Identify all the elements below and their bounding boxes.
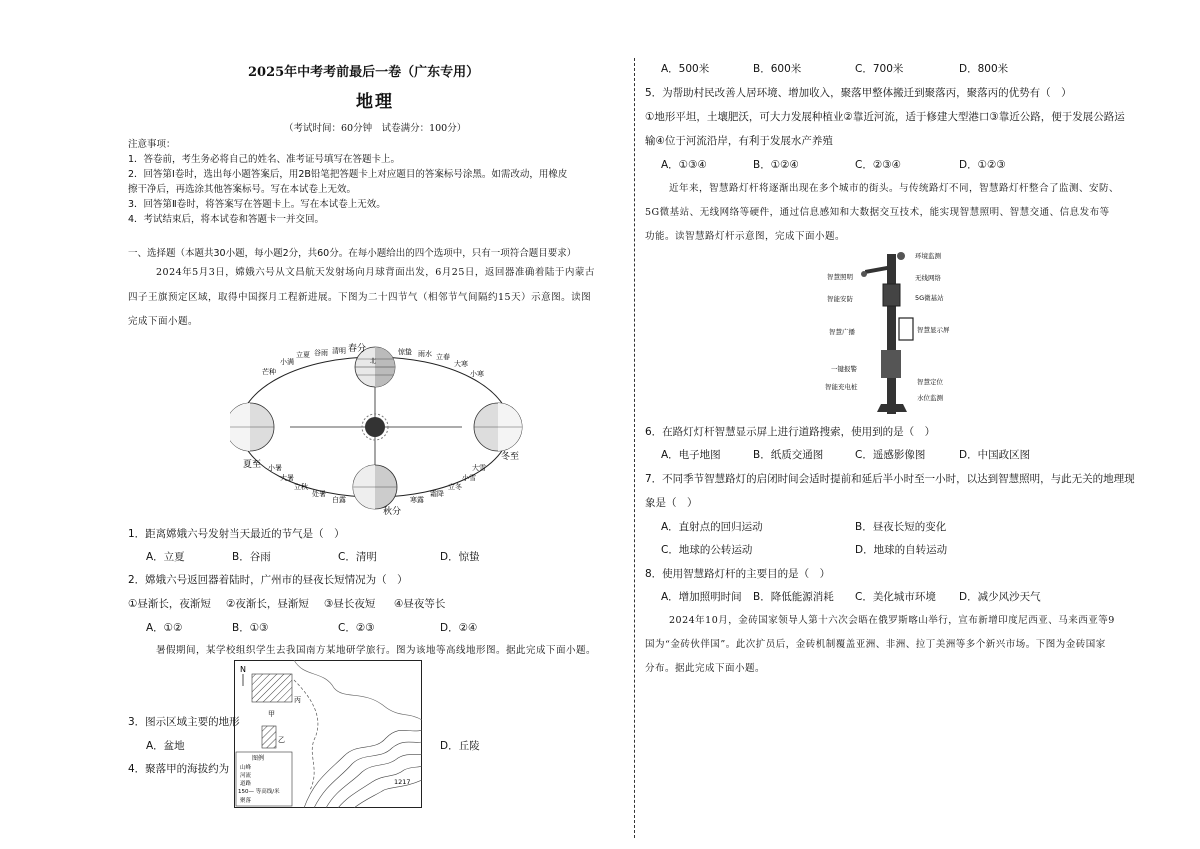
term-label: 霜降 [430, 490, 444, 498]
settlement-label: 甲 [268, 710, 275, 718]
option-a[interactable]: A．盆地 [146, 740, 185, 752]
lamp-icon [861, 271, 867, 277]
legend-item: 聚落 [240, 798, 252, 804]
globe-summer [230, 403, 274, 451]
option-d[interactable]: D．800米 [959, 63, 1009, 75]
globe-north-label: 北 [370, 358, 377, 365]
term-label: 小雪 [462, 474, 476, 482]
term-label: 芒种 [262, 368, 276, 376]
question-stem-cont: 象是（ ） [645, 497, 698, 509]
lamp-label: 一键报警 [831, 365, 857, 373]
legend-item: 河流 [240, 773, 252, 779]
legend-item: 道路 [240, 781, 252, 787]
lamp-label: 智能充电桩 [825, 383, 858, 391]
right-column [645, 0, 1155, 849]
term-label: 寒露 [410, 496, 424, 504]
settlement-label: 乙 [278, 736, 285, 744]
passage-line: 2024年10月，金砖国家领导人第十六次会晤在俄罗斯喀山举行，宣布新增印度尼西亚、马来西亚等9 [669, 615, 1115, 626]
column-divider [634, 58, 635, 838]
passage-line: 2024年5月3日，嫦娥六号从文昌航天发射场向月球背面出发，6月25日，返回器准确着陆于内蒙古 [156, 267, 595, 278]
option-c[interactable]: C．700米 [855, 63, 904, 75]
autumn-label: 秋分 [383, 507, 402, 515]
question-stem: 5．为帮助村民改善人居环境、增加收入，聚落甲整体搬迁到聚落丙，聚落丙的优势有（ ） [645, 87, 1072, 99]
note-item: 3．回答第Ⅱ卷时，将答案写在答题卡上。写在本试卷上无效。 [128, 199, 386, 210]
option-b[interactable]: B．纸质交通图 [753, 449, 824, 461]
passage-line: 功能。读智慧路灯杆示意图，完成下面小题。 [645, 231, 846, 242]
sun-icon [365, 417, 385, 437]
question-stem: 2．嫦娥六号返回器着陆时，广州市的昼夜长短情况为（ ） [128, 574, 408, 586]
term-label: 立秋 [294, 483, 308, 491]
display-screen [899, 318, 913, 340]
settlement-label: 丙 [294, 696, 301, 704]
lamp-label: 5G微基站 [915, 294, 944, 302]
option-c[interactable]: C．地球的公转运动 [661, 544, 753, 556]
passage-line: 暑假期间，某学校组织学生去我国南方某地研学旅行。图为该地等高线地形图。据此完成下面小题。 [156, 645, 597, 656]
lamp-label: 智能安防 [827, 295, 853, 303]
term-label: 立冬 [448, 483, 462, 491]
globe-winter [474, 403, 522, 451]
lamp-label: 无线网络 [915, 274, 941, 282]
subject-title: 地理 [356, 92, 394, 112]
passage-line: 分布。据此完成下面小题。 [645, 663, 766, 674]
term-label: 谷雨 [314, 349, 328, 357]
choice-item: ③昼长夜短 [324, 598, 376, 610]
term-label: 清明 [332, 347, 346, 355]
winter-label: 冬至 [501, 452, 520, 462]
choice-item: ②夜渐长，昼渐短 [226, 598, 309, 610]
term-label: 大雪 [472, 464, 486, 472]
option-b[interactable]: B．600米 [753, 63, 802, 75]
contour-map [234, 660, 422, 808]
smart-lamp-figure [817, 246, 967, 416]
legend-item: 150— 等高线/米 [238, 789, 280, 795]
term-label: 小满 [280, 358, 294, 366]
option-d[interactable]: D．②④ [440, 622, 478, 634]
term-label: 大暑 [280, 474, 294, 482]
option-b[interactable]: B．①③ [232, 622, 269, 634]
option-c[interactable]: C．遥感影像图 [855, 449, 926, 461]
choice-item: ①昼渐长，夜渐短 [128, 598, 211, 610]
summer-label: 夏至 [243, 460, 262, 470]
legend-item: 山峰 [240, 765, 252, 771]
term-label: 白露 [332, 496, 346, 504]
option-c[interactable]: C．②③④ [855, 159, 902, 171]
solar-terms-figure [230, 330, 530, 515]
term-label: 小寒 [470, 370, 484, 378]
question-stem: 4．聚落甲的海拔约为 [128, 763, 230, 775]
question-stem: 6．在路灯灯杆智慧显示屏上进行道路搜索，使用到的是（ ） [645, 426, 936, 438]
term-label: 雨水 [418, 350, 432, 358]
option-a[interactable]: A．①③④ [661, 159, 707, 171]
term-label: 处暑 [312, 490, 326, 498]
option-d[interactable]: D．①②③ [959, 159, 1006, 171]
option-a[interactable]: A．增加照明时间 [661, 591, 742, 603]
option-c[interactable]: C．②③ [338, 622, 375, 634]
option-d[interactable]: D．丘陵 [440, 740, 480, 752]
option-c[interactable]: C．清明 [338, 551, 377, 563]
choice-line: ①地形平坦，土壤肥沃，可大力发展种植业②靠近河流，适于修建大型港口③靠近公路，便于发展公路运 [645, 111, 1125, 123]
option-a[interactable]: A．①② [146, 622, 183, 634]
term-label: 惊蛰 [398, 348, 412, 356]
passage-line: 完成下面小题。 [128, 316, 199, 327]
exam-title: 2025年中考考前最后一卷（广东专用） [248, 65, 480, 80]
option-b[interactable]: B．谷雨 [232, 551, 271, 563]
question-stem: 7．不同季节智慧路灯的启闭时间会适时提前和延后半小时至一小时，以达到智慧照明，与此无关的地理现 [645, 473, 1135, 485]
lamp-label: 智慧广播 [829, 328, 855, 336]
question-stem: 3．图示区域主要的地形 [128, 716, 240, 728]
globe-autumn [353, 465, 397, 509]
left-column [120, 0, 625, 849]
question-stem: 1．距离嫦娥六号发射当天最近的节气是（ ） [128, 528, 345, 540]
exam-meta: （考试时间：60分钟 试卷满分：100分） [284, 123, 467, 134]
passage-line: 5G微基站、无线网络等硬件，通过信息感知和大数据交互技术，能实现智慧照明、智慧交通、信息发布等 [645, 207, 1110, 218]
sensor-icon [897, 252, 905, 260]
lamp-label: 水位监测 [917, 394, 943, 402]
option-d[interactable]: D．中国政区图 [959, 449, 1031, 461]
option-a[interactable]: A．500米 [661, 63, 710, 75]
peak-elevation-label: 1217 [394, 778, 411, 786]
notes-heading: 注意事项： [128, 139, 176, 150]
option-b[interactable]: B．降低能源消耗 [753, 591, 834, 603]
lamp-label: 智慧定位 [917, 378, 943, 386]
option-a[interactable]: A．直射点的回归运动 [661, 521, 763, 533]
choice-item: ④昼夜等长 [394, 598, 446, 610]
passage-line: 近年来，智慧路灯杆将逐渐出现在多个城市的街头。与传统路灯不同，智慧路灯杆整合了监测、安防、 [669, 183, 1120, 194]
lamp-label: 环境监测 [915, 252, 941, 260]
term-label: 立夏 [296, 351, 310, 359]
option-b[interactable]: B．①②④ [753, 159, 799, 171]
note-item: 2．回答第Ⅰ卷时，选出每小题答案后，用2B铅笔把答题卡上对应题目的答案标号涂黑。如需改动，用橡皮 [128, 169, 568, 180]
note-item: 擦干净后，再选涂其他答案标号。写在本试卷上无效。 [128, 184, 357, 195]
spring-label: 春分 [348, 344, 367, 354]
term-label: 立春 [436, 353, 450, 361]
lamp-label: 智慧照明 [827, 273, 853, 281]
section-heading: 一、选择题（本题共30小题，每小题2分，共60分。在每小题给出的四个选项中，只有一项符合题目要求） [128, 248, 577, 259]
option-c[interactable]: C．美化城市环境 [855, 591, 936, 603]
option-b[interactable]: B．昼夜长短的变化 [855, 521, 947, 533]
option-d[interactable]: D．惊蛰 [440, 551, 480, 563]
option-a[interactable]: A．电子地图 [661, 449, 721, 461]
choice-line: 输④位于河流沿岸，有利于发展水产养殖 [645, 135, 833, 147]
note-item: 4．考试结束后，将本试卷和答题卡一并交回。 [128, 214, 325, 225]
option-d[interactable]: D．减少风沙天气 [959, 591, 1041, 603]
lamp-label: 智慧显示屏 [917, 326, 950, 334]
option-d[interactable]: D．地球的自转运动 [855, 544, 948, 556]
legend-title: 图例 [252, 755, 265, 762]
term-label: 大寒 [454, 360, 468, 368]
note-item: 1．答卷前，考生务必将自己的姓名、准考证号填写在答题卡上。 [128, 154, 401, 165]
passage-line: 国为“金砖伙伴国”。此次扩员后，金砖机制覆盖亚洲、非洲、拉丁美洲等多个新兴市场。下图为金砖国家 [645, 639, 1106, 650]
option-a[interactable]: A．立夏 [146, 551, 185, 563]
north-arrow-label: N [240, 665, 246, 674]
passage-line: 四子王旗预定区域，取得中国探月工程新进展。下图为二十四节气（相邻节气间隔约15天）示意图。读图 [128, 292, 592, 303]
question-stem: 8．使用智慧路灯杆的主要目的是（ ） [645, 568, 831, 580]
term-label: 小暑 [268, 464, 282, 472]
